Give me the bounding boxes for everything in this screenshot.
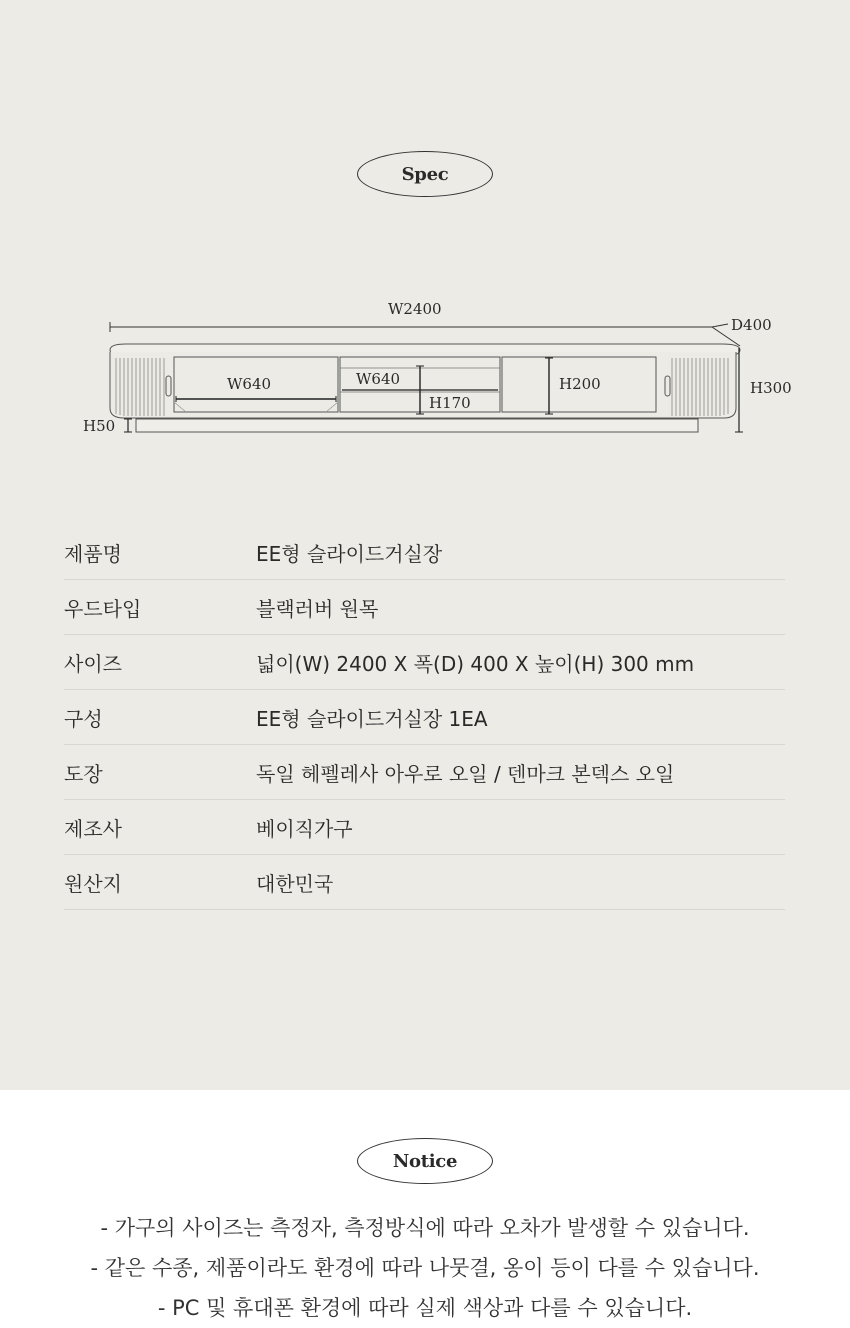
base-height-label: H50 (83, 417, 116, 435)
spec-row (64, 690, 785, 745)
notice-line: - 가구의 사이즈는 측정자, 측정방식에 따라 오차가 발생할 수 있습니다. (100, 1216, 750, 1240)
depth-label: D400 (731, 316, 772, 334)
spec-value: 베이직가구 (256, 816, 353, 841)
compartment-center-width-label: W640 (356, 370, 401, 388)
spec-row (64, 800, 785, 855)
spec-title: Spec (357, 151, 493, 197)
spec-key: 구성 (64, 706, 103, 731)
notice-line: - PC 및 휴대폰 환경에 따라 실제 색상과 다를 수 있습니다. (157, 1296, 693, 1320)
spec-row (64, 525, 785, 580)
spec-value: 대한민국 (256, 871, 334, 896)
spec-value: EE형 슬라이드거실장 (256, 541, 443, 566)
notice-list (0, 1208, 850, 1328)
product-dimension-diagram (0, 280, 850, 460)
height-total-label: H300 (750, 379, 792, 397)
spec-row (64, 580, 785, 635)
spec-key: 제품명 (64, 541, 122, 566)
spec-key: 사이즈 (64, 651, 122, 676)
compartment-right-height-label: H200 (559, 375, 601, 393)
spec-row (64, 855, 785, 910)
spec-value: 블랙러버 원목 (256, 596, 379, 621)
width-total-label: W2400 (388, 300, 442, 318)
spec-value: 독일 헤펠레사 아우로 오일 / 덴마크 본덱스 오일 (256, 761, 675, 786)
compartment-left-width-label: W640 (227, 375, 272, 393)
notice-title: Notice (357, 1138, 493, 1184)
spec-row (64, 745, 785, 800)
spec-key: 도장 (64, 761, 103, 786)
notice-line: - 같은 수종, 제품이라도 환경에 따라 나뭇결, 옹이 등이 다를 수 있습니다. (90, 1256, 760, 1280)
spec-key: 우드타입 (64, 596, 142, 621)
spec-value: 넓이(W) 2400 X 폭(D) 400 X 높이(H) 300 mm (256, 651, 695, 676)
spec-row (64, 635, 785, 690)
spec-key: 원산지 (64, 871, 122, 896)
compartment-center-height-label: H170 (429, 394, 471, 412)
spec-table (64, 525, 785, 910)
spec-key: 제조사 (64, 816, 122, 841)
spec-value: EE형 슬라이드거실장 1EA (256, 706, 488, 731)
